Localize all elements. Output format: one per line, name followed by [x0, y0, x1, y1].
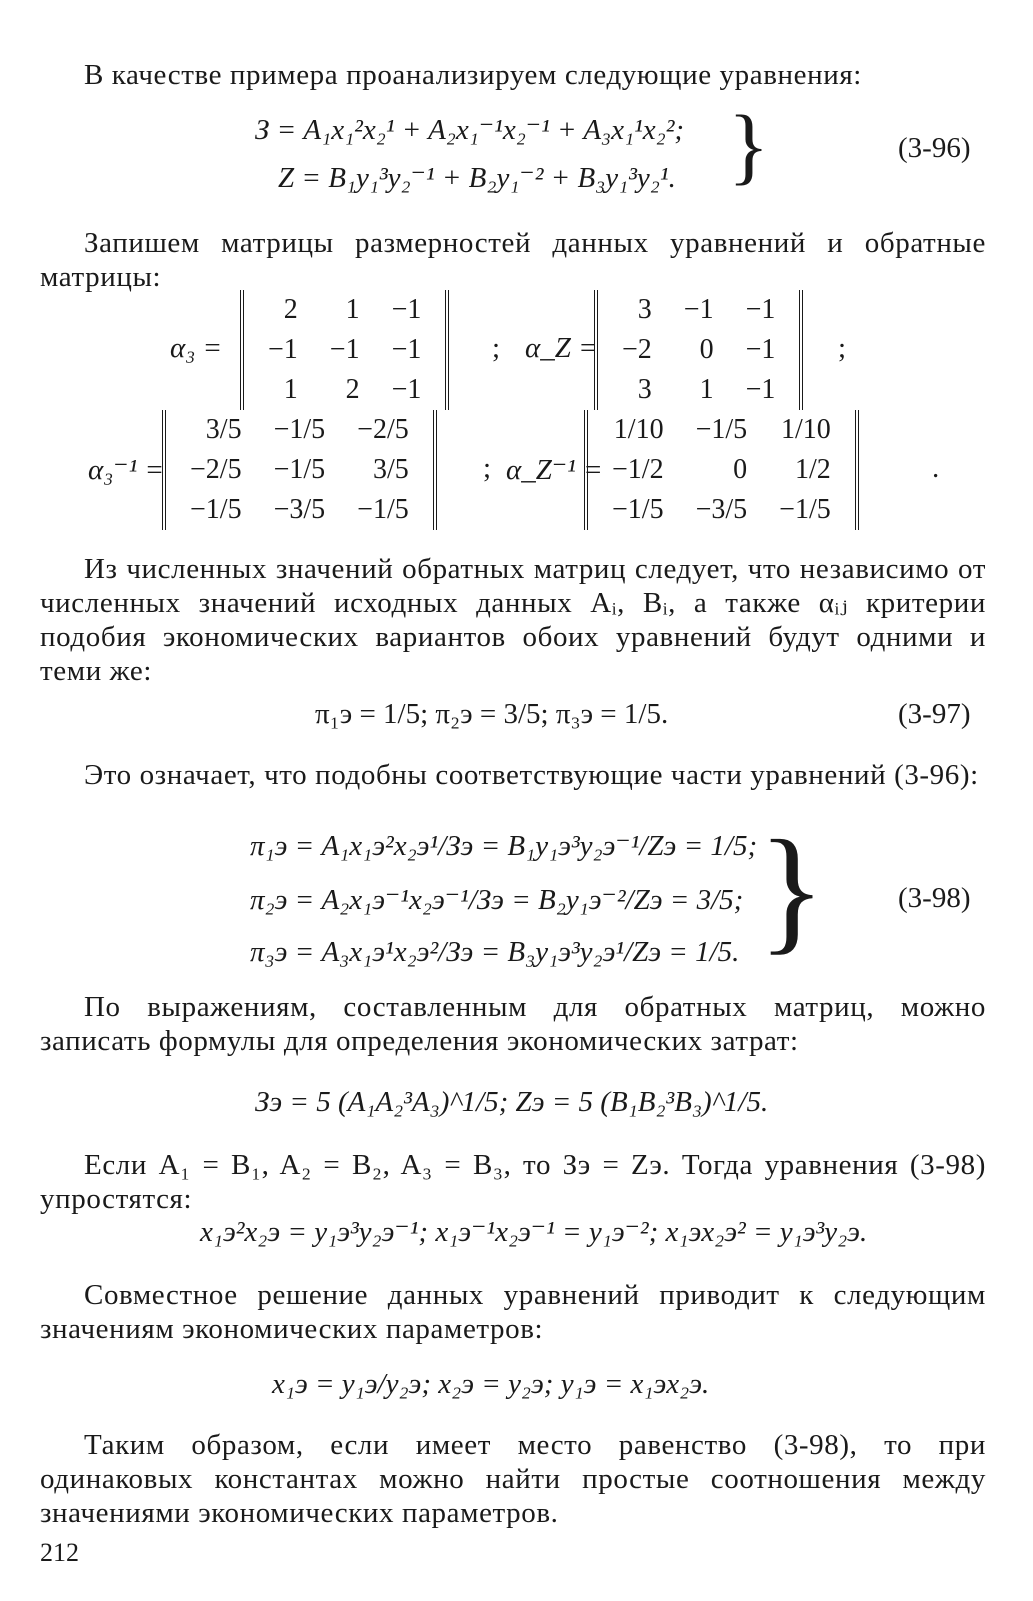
matrix-separator: ; — [483, 452, 492, 484]
paragraph-means-text: Это означает, что подобны соответствующие части уравнений (3-96): — [84, 759, 979, 791]
paragraph-numeric-text: Из численных значений обратных матриц следует, что независимо от численных значений исходных данных Aᵢ, Bᵢ, а также αᵢⱼ критерии подобия экономических вариантов обоих уравнений будут одними и теми же: — [40, 553, 986, 687]
matrix-cell: 3/5 — [205, 414, 242, 445]
matrix-alpha-z — [594, 290, 803, 410]
matrix-cell: 3/5 — [372, 454, 409, 485]
matrix-separator: . — [932, 452, 940, 484]
matrix-cell: −3/5 — [695, 494, 748, 525]
matrix-separator: ; — [492, 332, 501, 364]
matrix-cell: 1/2 — [794, 454, 831, 485]
matrix-cell: 2 — [345, 374, 360, 405]
paragraph-intro-text: В качестве примера проанализируем следующие уравнения: — [84, 59, 862, 91]
matrix-cell: −1 — [268, 334, 298, 365]
matrix-cell: 0 — [733, 454, 748, 485]
matrix-label-alpha-3-inverse: α₃⁻¹ = — [88, 454, 165, 486]
paragraph-joint — [40, 1278, 986, 1346]
paragraph-expressions — [40, 990, 986, 1058]
equation-3-96-line-1: З = A₁x₁²x₂¹ + A₂x₁⁻¹x₂⁻¹ + A₃x₁¹x₂²; — [255, 114, 685, 146]
equation-3-98-line-2: π₂э = A₂x₁э⁻¹x₂э⁻¹/Зэ = B₂y₁э⁻²/Zэ = 3/5; — [250, 884, 744, 916]
matrix-cell: 1/10 — [780, 414, 831, 445]
paragraph-matrices-text: Запишем матрицы размерностей данных уравнений и обратные матрицы: — [40, 227, 986, 293]
equation-number-3-97: (3-97) — [898, 698, 971, 730]
paragraph-means — [40, 758, 986, 792]
matrix-cell: −1 — [745, 374, 776, 405]
matrix-cell: −1/5 — [273, 454, 326, 485]
paragraph-numeric — [40, 552, 986, 688]
matrix-cell: −1 — [329, 334, 360, 365]
paragraph-expressions-text: По выражениям, составленным для обратных матриц, можно записать формулы для определения экономических затрат: — [40, 991, 986, 1057]
matrix-cell: 1 — [283, 374, 298, 405]
paragraph-if-text: Если A₁ = B₁, A₂ = B₂, A₃ = B₃, то Зэ = Zэ. Тогда уравнения (3-98) упростятся: — [40, 1149, 986, 1215]
matrix-cell: −1 — [683, 294, 714, 325]
matrix-cell: −2/5 — [190, 454, 242, 485]
matrix-cell: −1 — [391, 294, 422, 325]
equation-number-3-98: (3-98) — [898, 882, 971, 914]
paragraph-conclusion-text: Таким образом, если имеет место равенство (3-98), то при одинаковых константах можно найти простые соотношения между значениями экономических параметров. — [40, 1429, 986, 1529]
matrix-alpha-3 — [240, 290, 449, 410]
paragraph-matrices — [40, 226, 986, 294]
matrix-cell: 2 — [283, 294, 298, 325]
matrix-label-alpha-z: α_Z = — [525, 332, 598, 364]
equation-3-96-line-2: Z = B₁y₁³y₂⁻¹ + B₂y₁⁻² + B₃y₁³y₂¹. — [278, 162, 676, 194]
matrix-cell: 0 — [699, 334, 714, 365]
equation-costs: Зэ = 5 (A₁A₂³A₃)^1/5; Zэ = 5 (B₁B₂³B₃)^1/5. — [255, 1086, 769, 1118]
equation-3-98-line-1: π₁э = A₁x₁э²x₂э¹/Зэ = B₁y₁э³y₂э⁻¹/Zэ = 1/5; — [250, 830, 758, 862]
matrix-cell: −1 — [745, 334, 776, 365]
right-brace: } — [758, 812, 826, 967]
matrix-alpha-z-inverse — [584, 410, 859, 530]
equation-simplified: x₁э²x₂э = y₁э³y₂э⁻¹; x₁э⁻¹x₂э⁻¹ = y₁э⁻²; x₁эx₂э² = y₁э³y₂э. — [200, 1216, 868, 1248]
matrix-cell: 1 — [345, 294, 360, 325]
matrix-cell: −1/5 — [273, 414, 326, 445]
matrix-cell: −1 — [391, 374, 422, 405]
matrix-cell: −1 — [391, 334, 422, 365]
equation-number-3-96: (3-96) — [898, 132, 971, 164]
matrix-cell: 1/10 — [613, 414, 664, 445]
paragraph-if — [40, 1148, 986, 1216]
matrix-label-alpha-3: α₃ = — [170, 332, 223, 364]
matrix-cell: −1/5 — [190, 494, 242, 525]
matrix-separator: ; — [838, 332, 847, 364]
matrix-cell: 1 — [699, 374, 714, 405]
paragraph-intro — [40, 58, 986, 92]
matrix-cell: −1 — [745, 294, 776, 325]
matrix-cell: −1/5 — [695, 414, 748, 445]
matrix-cell: −1/5 — [779, 494, 831, 525]
matrix-label-alpha-z-inverse: α_Z⁻¹ = — [506, 454, 603, 486]
paragraph-joint-text: Совместное решение данных уравнений приводит к следующим значениям экономических параметров: — [40, 1279, 986, 1345]
equation-parameters: x₁э = y₁э/y₂э; x₂э = y₂э; y₁э = x₁эx₂э. — [272, 1368, 710, 1400]
equation-3-98-line-3: π₃э = A₃x₁э¹x₂э²/Зэ = B₃y₁э³y₂э¹/Zэ = 1/5. — [250, 936, 740, 968]
matrix-cell: −1/2 — [612, 454, 664, 485]
matrix-cell: −3/5 — [273, 494, 326, 525]
matrix-cell: −2/5 — [357, 414, 409, 445]
matrix-cell: 3 — [637, 294, 652, 325]
right-brace: } — [728, 97, 770, 193]
matrix-cell: 3 — [637, 374, 652, 405]
matrix-cell: −2 — [622, 334, 652, 365]
equation-3-97: π₁э = 1/5; π₂э = 3/5; π₃э = 1/5. — [315, 698, 669, 730]
matrix-cell: −1/5 — [612, 494, 664, 525]
paragraph-conclusion — [40, 1428, 986, 1530]
matrix-cell: −1/5 — [357, 494, 409, 525]
page-number: 212 — [40, 1538, 79, 1567]
matrix-alpha-3-inverse — [162, 410, 437, 530]
